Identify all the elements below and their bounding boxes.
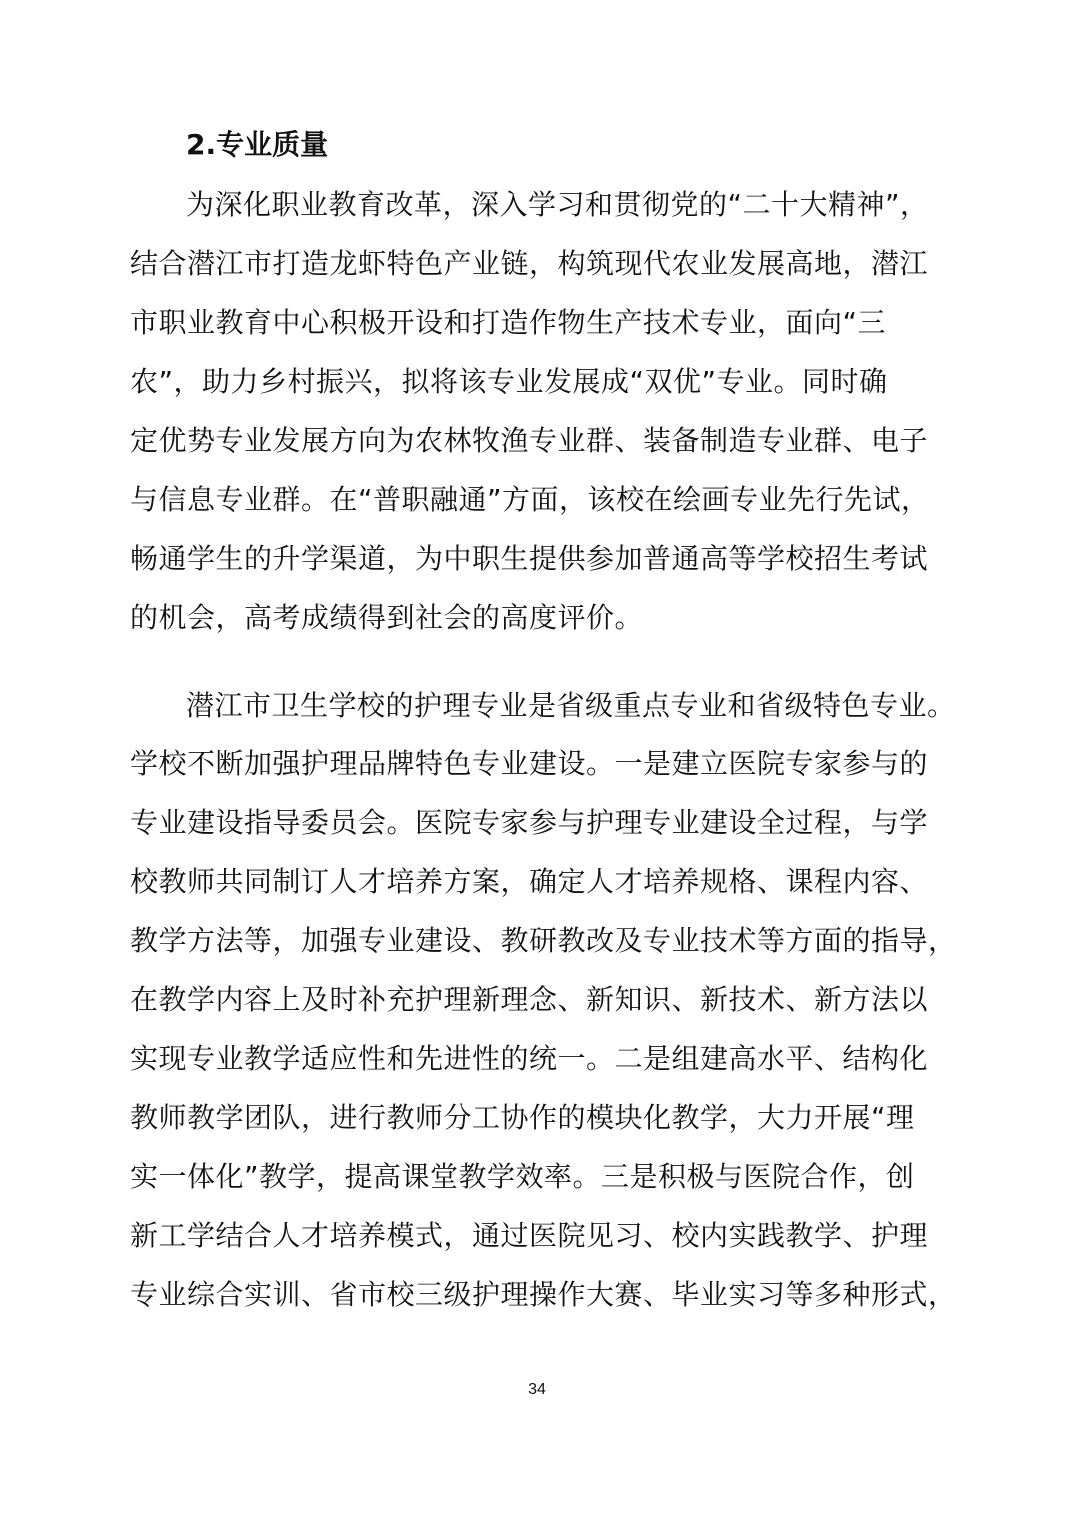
paragraph-2-line-6: 在教学内容上及时补充护理新理念、新知识、新技术、新方法以 [130, 983, 929, 1016]
paragraph-1-line-2: 结合潜江市打造龙虾特色产业链，构筑现代农业发展高地，潜江 [130, 247, 929, 280]
paragraph-1-line-6: 与信息专业群。在“普职融通”方面，该校在绘画专业先行先试， [130, 483, 930, 516]
paragraph-1-line-1: 为深化职业教育改革，深入学习和贯彻党的“二十大精神”， [186, 188, 929, 221]
page-number: 34 [528, 1381, 546, 1398]
paragraph-2-line-10: 新工学结合人才培养模式，通过医院见习、校内实践教学、护理 [130, 1219, 929, 1252]
paragraph-2-line-9: 实一体化”教学，提高课堂教学效率。三是积极与医院合作，创 [130, 1160, 915, 1193]
paragraph-2-line-1: 潜江市卫生学校的护理专业是省级重点专业和省级特色专业。 [186, 689, 956, 722]
paragraph-2-line-11: 专业综合实训、省市校三级护理操作大赛、毕业实习等多种形式， [130, 1278, 957, 1311]
paragraph-2-line-8: 教师教学团队，进行教师分工协作的模块化教学，大力开展“理 [130, 1101, 915, 1134]
paragraph-1-line-7: 畅通学生的升学渠道，为中职生提供参加普通高等学校招生考试 [130, 542, 929, 575]
paragraph-2-line-3: 专业建设指导委员会。医院专家参与护理专业建设全过程，与学 [130, 806, 929, 839]
paragraph-1-line-3: 市职业教育中心积极开设和打造作物生产技术专业，面向“三 [130, 306, 887, 339]
paragraph-1-line-4: 农”，助力乡村振兴，拟将该专业发展成“双优”专业。同时确 [130, 365, 888, 398]
section-title: 2.专业质量 [186, 128, 329, 161]
paragraph-1-line-5: 定优势专业发展方向为农林牧渔专业群、装备制造专业群、电子 [130, 424, 929, 457]
paragraph-2-line-5: 教学方法等，加强专业建设、教研教改及专业技术等方面的指导， [130, 924, 957, 957]
paragraph-2-line-7: 实现专业教学适应性和先进性的统一。二是组建高水平、结构化 [130, 1042, 929, 1075]
paragraph-1-line-8: 的机会，高考成绩得到社会的高度评价。 [130, 601, 644, 634]
paragraph-2-line-2: 学校不断加强护理品牌特色专业建设。一是建立医院专家参与的 [130, 747, 929, 780]
paragraph-2-line-4: 校教师共同制订人才培养方案，确定人才培养规格、课程内容、 [130, 865, 929, 898]
